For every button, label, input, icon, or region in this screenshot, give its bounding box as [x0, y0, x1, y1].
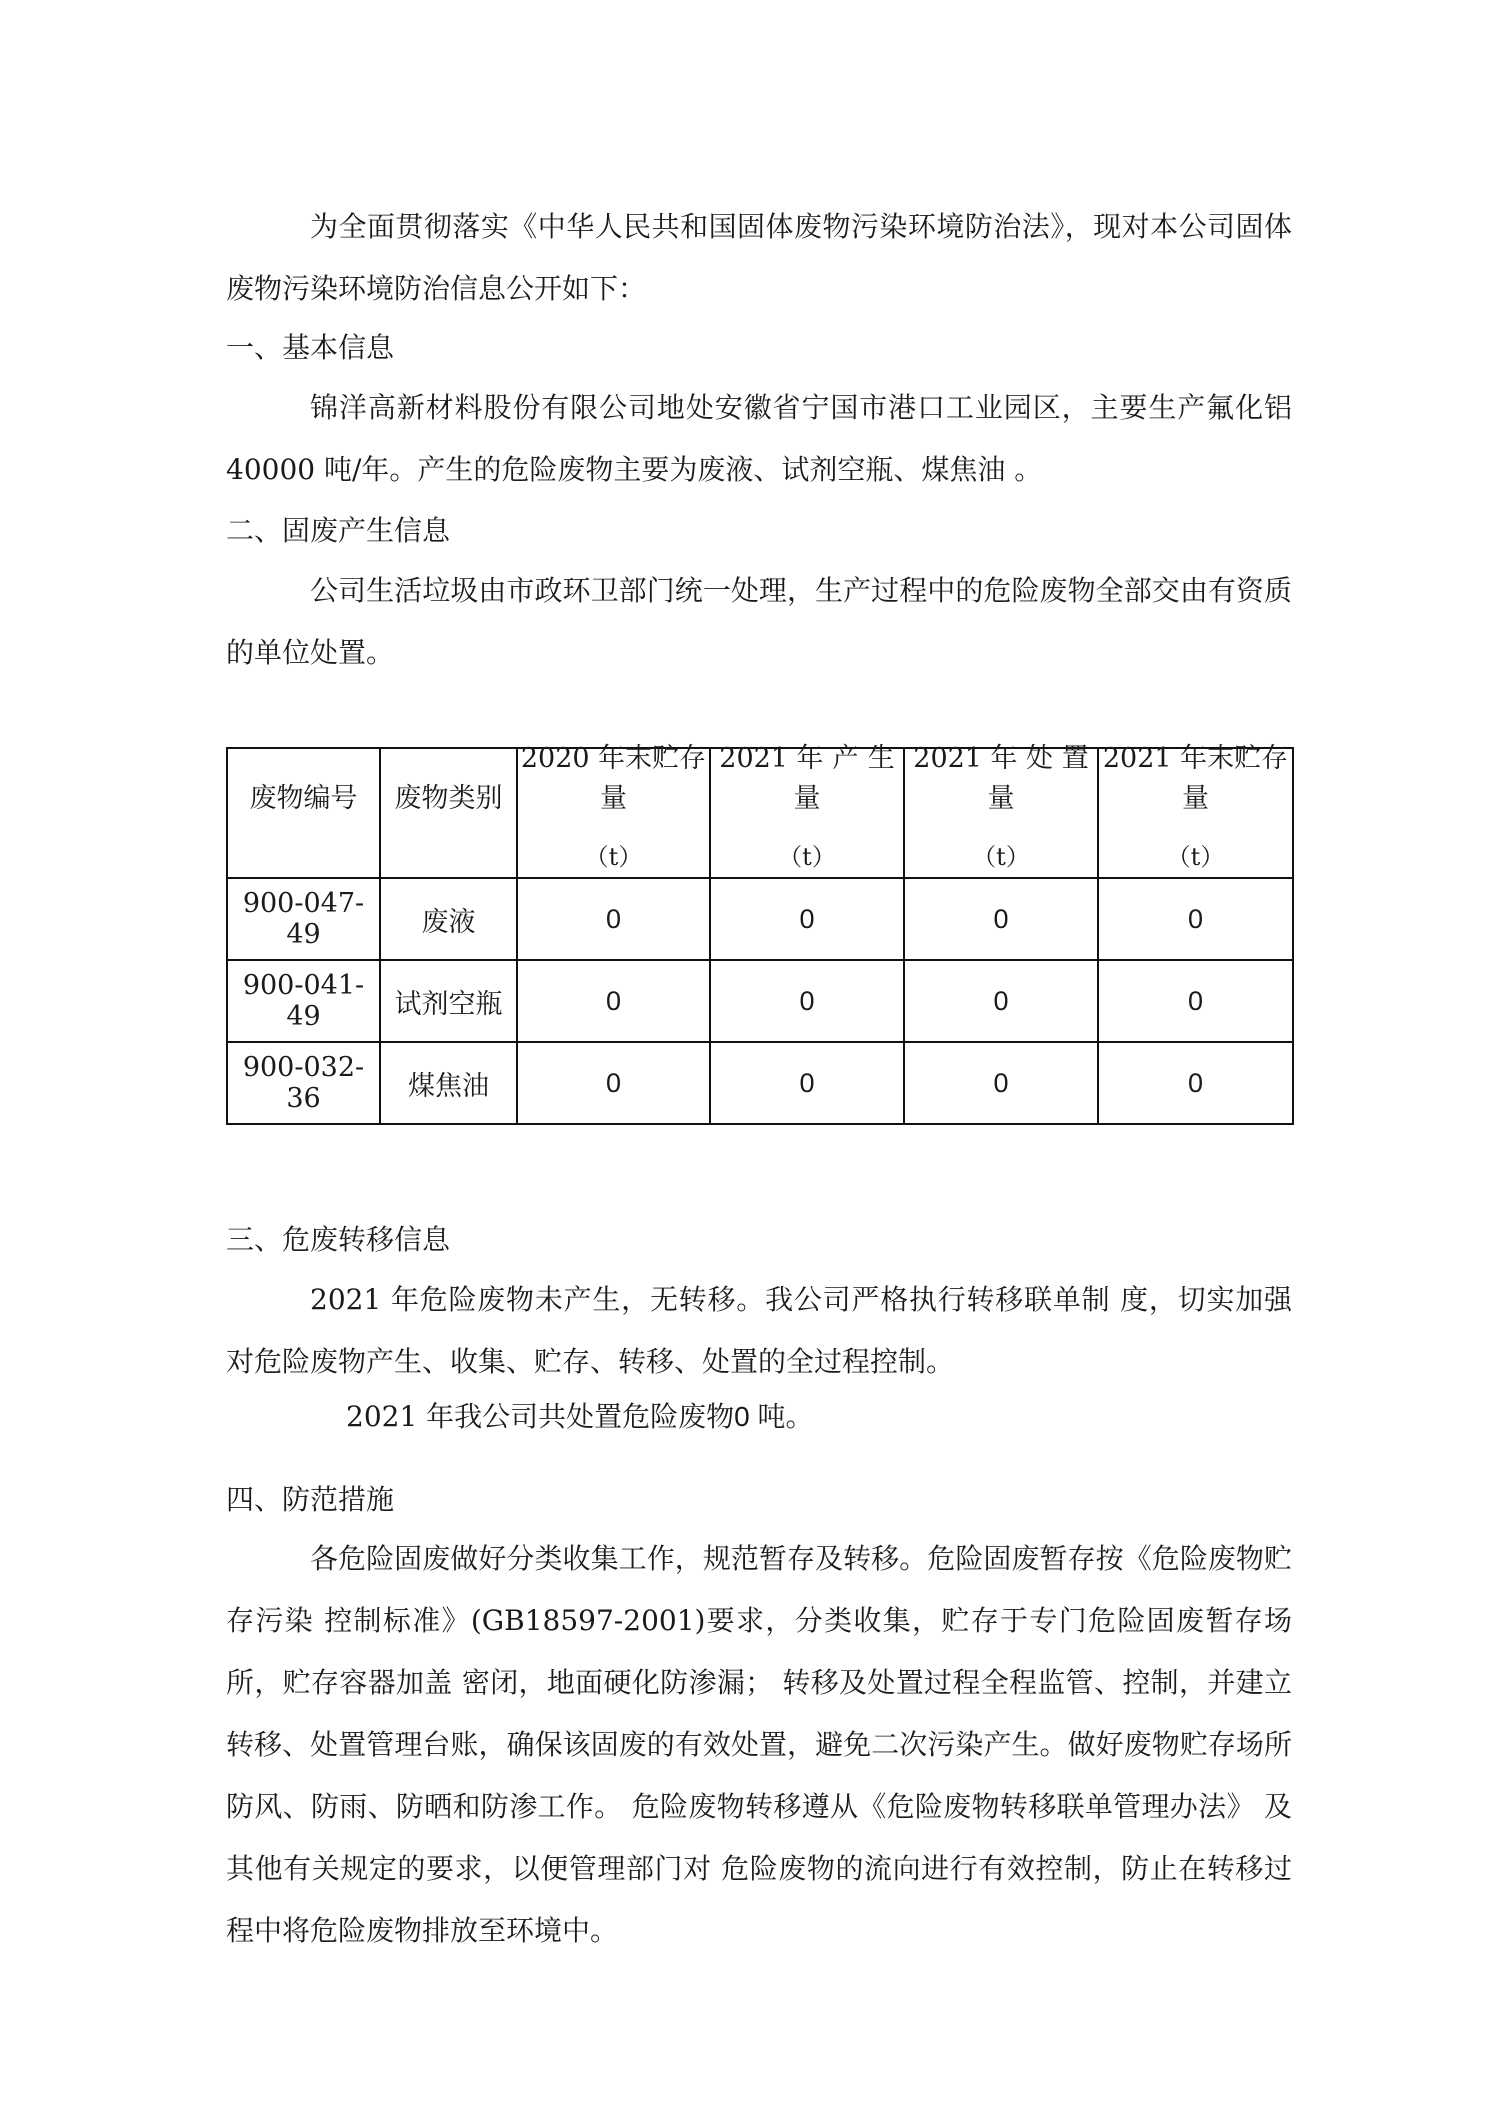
header-unit: （t） — [584, 843, 643, 871]
header-produced-2021 — [710, 743, 904, 878]
table-row — [227, 960, 1293, 1042]
cell-waste-category: 废液 — [380, 878, 517, 960]
section-3-heading: 三、危废转移信息 — [226, 1223, 451, 1256]
section-3-text: 2021 年危险废物未产生，无转移。我公司严格执行转移联单制 度，切实加强对危险废物产生、收集、贮存、转移、处置的全过程控制。 — [226, 1283, 1292, 1378]
cell-produced-2021: 0 — [710, 1042, 904, 1124]
header-label: 2021 年 处 置 量 — [913, 743, 1089, 814]
section-4-text: 各危险固废做好分类收集工作，规范暂存及转移。危险固废暂存按《危险废物贮存污染 控制标准》(GB18597-2001)要求，分类收集，贮存于专门危险固废暂存场所，贮存容器加盖 密闭，地面硬化防渗漏； 转移及处置过程全程监管、控制，并建立转移、处置管理台账，确保该固废的有效处置，避免二次污染产生。做好废物贮存场所防风、防雨、防晒和防渗工作。 危险废物转移遵从《危险废物转移联单管理办法》 及其他有关规定的要求，以便管理部门对 危险废物的流向进行有效控制，防止在转移过程中将危险废物排放至环境中。 — [226, 1542, 1292, 1947]
summary-suffix: 。 — [785, 1400, 814, 1433]
cell-waste-category: 煤焦油 — [380, 1042, 517, 1124]
cell-waste-code: 900-047- 49 — [227, 878, 380, 960]
section-1-heading: 一、基本信息 — [226, 331, 395, 364]
section-2-heading: 二、固废产生信息 — [226, 514, 451, 547]
intro-paragraph: 为全面贯彻落实《中华人民共和国固体废物污染环境防治法》，现对本公司固体废物污染环境防治信息公开如下： — [226, 210, 1292, 305]
hazardous-waste-table — [226, 743, 1294, 1125]
header-waste-category — [380, 748, 517, 878]
cell-produced-2021: 0 — [710, 960, 904, 1042]
header-disposed-2021 — [904, 743, 1098, 878]
cell-stock-2020: 0 — [517, 960, 710, 1042]
cell-stock-2020: 0 — [517, 1042, 710, 1124]
cell-disposed-2021: 0 — [904, 1042, 1098, 1124]
section-3-summary — [346, 1386, 1292, 1448]
summary-prefix: 2021 年我公司共处置危险废物 — [346, 1400, 735, 1433]
section-4-heading: 四、防范措施 — [226, 1483, 395, 1516]
header-label: 废物编号 — [249, 783, 358, 814]
section-2-text: 公司生活垃圾由市政环卫部门统一处理，生产过程中的危险废物全部交由有资质的单位处置。 — [226, 574, 1292, 669]
cell-waste-category: 试剂空瓶 — [380, 960, 517, 1042]
header-label: 2021 年 产 生 量 — [719, 743, 895, 814]
table-row — [227, 878, 1293, 960]
cell-stock-2021: 0 — [1098, 1042, 1293, 1124]
cell-waste-code: 900-041-49 — [227, 960, 380, 1042]
cell-produced-2021: 0 — [710, 878, 904, 960]
header-unit: （t） — [1166, 843, 1225, 871]
cell-disposed-2021: 0 — [904, 960, 1098, 1042]
cell-stock-2021: 0 — [1098, 878, 1293, 960]
header-stock-2021 — [1098, 743, 1293, 878]
table-row — [227, 1042, 1293, 1124]
header-label: 废物类别 — [394, 783, 503, 814]
section-1-text: 锦洋高新材料股份有限公司地处安徽省宁国市港口工业园区，主要生产氟化铝 40000 吨/年。产生的危险废物主要为废液、试剂空瓶、煤焦油 。 — [226, 391, 1292, 486]
cell-stock-2020: 0 — [517, 878, 710, 960]
header-unit: （t） — [972, 843, 1030, 871]
header-label: 2021 年末贮存量 — [1102, 743, 1289, 814]
header-label: 2020 年末贮存量 — [520, 743, 707, 814]
table-header-row — [227, 748, 1293, 878]
summary-amount: 0 吨 — [734, 1401, 786, 1432]
cell-disposed-2021: 0 — [904, 878, 1098, 960]
cell-waste-code: 900-032-36 — [227, 1042, 380, 1124]
header-waste-code — [227, 748, 380, 878]
header-stock-2020 — [517, 743, 710, 878]
header-unit: （t） — [778, 843, 836, 871]
cell-stock-2021: 0 — [1098, 960, 1293, 1042]
